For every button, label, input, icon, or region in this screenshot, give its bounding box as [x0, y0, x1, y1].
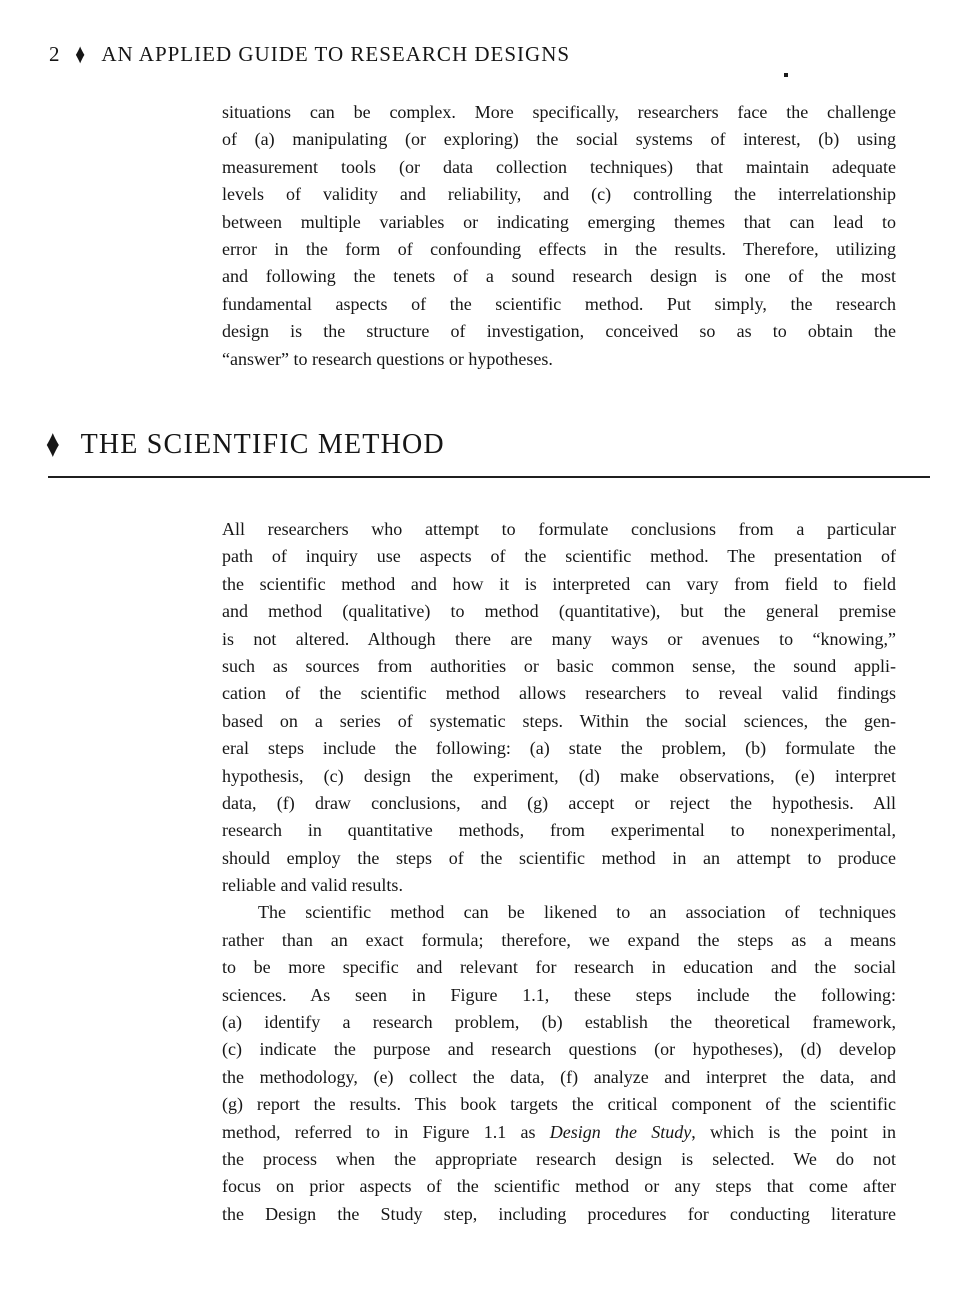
section-heading [44, 423, 932, 466]
text-line: (g) report the results. This book targets the critical component of the scientific [222, 1094, 896, 1115]
section-heading-title: THE SCIENTIFIC METHOD [80, 429, 445, 460]
diamond-icon: ♦ [75, 39, 87, 70]
body-paragraph-1 [222, 516, 896, 899]
text-line: The scientific method can be likened to an association of techniques [258, 902, 896, 923]
text-line: and following the tenets of a sound research design is one of the most [222, 266, 896, 287]
text-line: (c) indicate the purpose and research questions (or hypotheses), (d) develop [222, 1039, 896, 1060]
text-line: hypothesis, (c) design the experiment, (d) make observations, (e) interpret [222, 765, 896, 786]
text-line: fundamental aspects of the scientific method. Put simply, the research [222, 293, 896, 314]
text-line: (a) identify a research problem, (b) establish the theoretical framework, [222, 1012, 896, 1033]
text-line: path of inquiry use aspects of the scientific method. The presentation of [222, 546, 896, 567]
text-line: eral steps include the following: (a) state the problem, (b) formulate the [222, 738, 896, 759]
text-line: focus on prior aspects of the scientific method or any steps that come after [222, 1176, 896, 1197]
text-line: the Design the Study step, including procedures for conducting literature [222, 1203, 896, 1224]
text-line: should employ the steps of the scientific method in an attempt to produce [222, 847, 896, 868]
text-line: the methodology, (e) collect the data, (f) analyze and interpret the data, and [222, 1066, 896, 1087]
text-line: data, (f) draw conclusions, and (g) accept or reject the hypothesis. All [222, 792, 896, 813]
text-line: between multiple variables or indicating emerging themes that can lead to [222, 211, 896, 232]
text-line: the scientific method and how it is interpreted can vary from field to field [222, 573, 896, 594]
text-line: and method (qualitative) to method (quantitative), but the general premise [222, 601, 896, 622]
page-number: 2 [49, 42, 61, 66]
text-line: research in quantitative methods, from experimental to nonexperimental, [222, 820, 896, 841]
text-line: such as sources from authorities or basic common sense, the sound appli- [222, 655, 896, 676]
text-line: design is the structure of investigation, conceived so as to obtain the [222, 321, 896, 342]
text-line: is not altered. Although there are many ways or avenues to “knowing,” [222, 628, 896, 649]
text-line: of (a) manipulating (or exploring) the social systems of interest, (b) using [222, 129, 896, 150]
text-line: based on a series of systematic steps. Within the social sciences, the gen- [222, 710, 896, 731]
section-body [222, 516, 896, 1228]
text-line: “answer” to research questions or hypotheses. [222, 348, 553, 369]
running-head-title: AN APPLIED GUIDE TO RESEARCH DESIGNS [101, 42, 571, 66]
text-line: reliable and valid results. [222, 875, 403, 896]
text-line: All researchers who attempt to formulate conclusions from a particular [222, 519, 896, 539]
section-rule [48, 476, 930, 478]
text-line: cation of the scientific method allows researchers to reveal valid findings [222, 683, 896, 704]
text-line: situations can be complex. More specifically, researchers face the challenge [222, 102, 896, 122]
running-head [49, 39, 571, 70]
text-line: to be more specific and relevant for research in education and the social [222, 957, 896, 978]
text-line: measurement tools (or data collection techniques) that maintain adequate [222, 156, 896, 177]
text-line: method, referred to in Figure 1.1 as Design the Study, which is the point in [222, 1121, 896, 1142]
text-line: error in the form of confounding effects in the results. Therefore, utilizing [222, 238, 896, 259]
text-line: levels of validity and reliability, and (c) controlling the interrelationship [222, 184, 896, 205]
text-line: the process when the appropriate research design is selected. We do not [222, 1148, 896, 1169]
text-line: sciences. As seen in Figure 1.1, these steps include the following: [222, 984, 896, 1005]
intro-paragraph [222, 99, 896, 373]
text-line: rather than an exact formula; therefore, we expand the steps as a means [222, 929, 896, 950]
body-paragraph-2 [222, 899, 896, 1228]
diamond-icon: ♦ [45, 423, 61, 466]
ink-speck [784, 73, 788, 77]
